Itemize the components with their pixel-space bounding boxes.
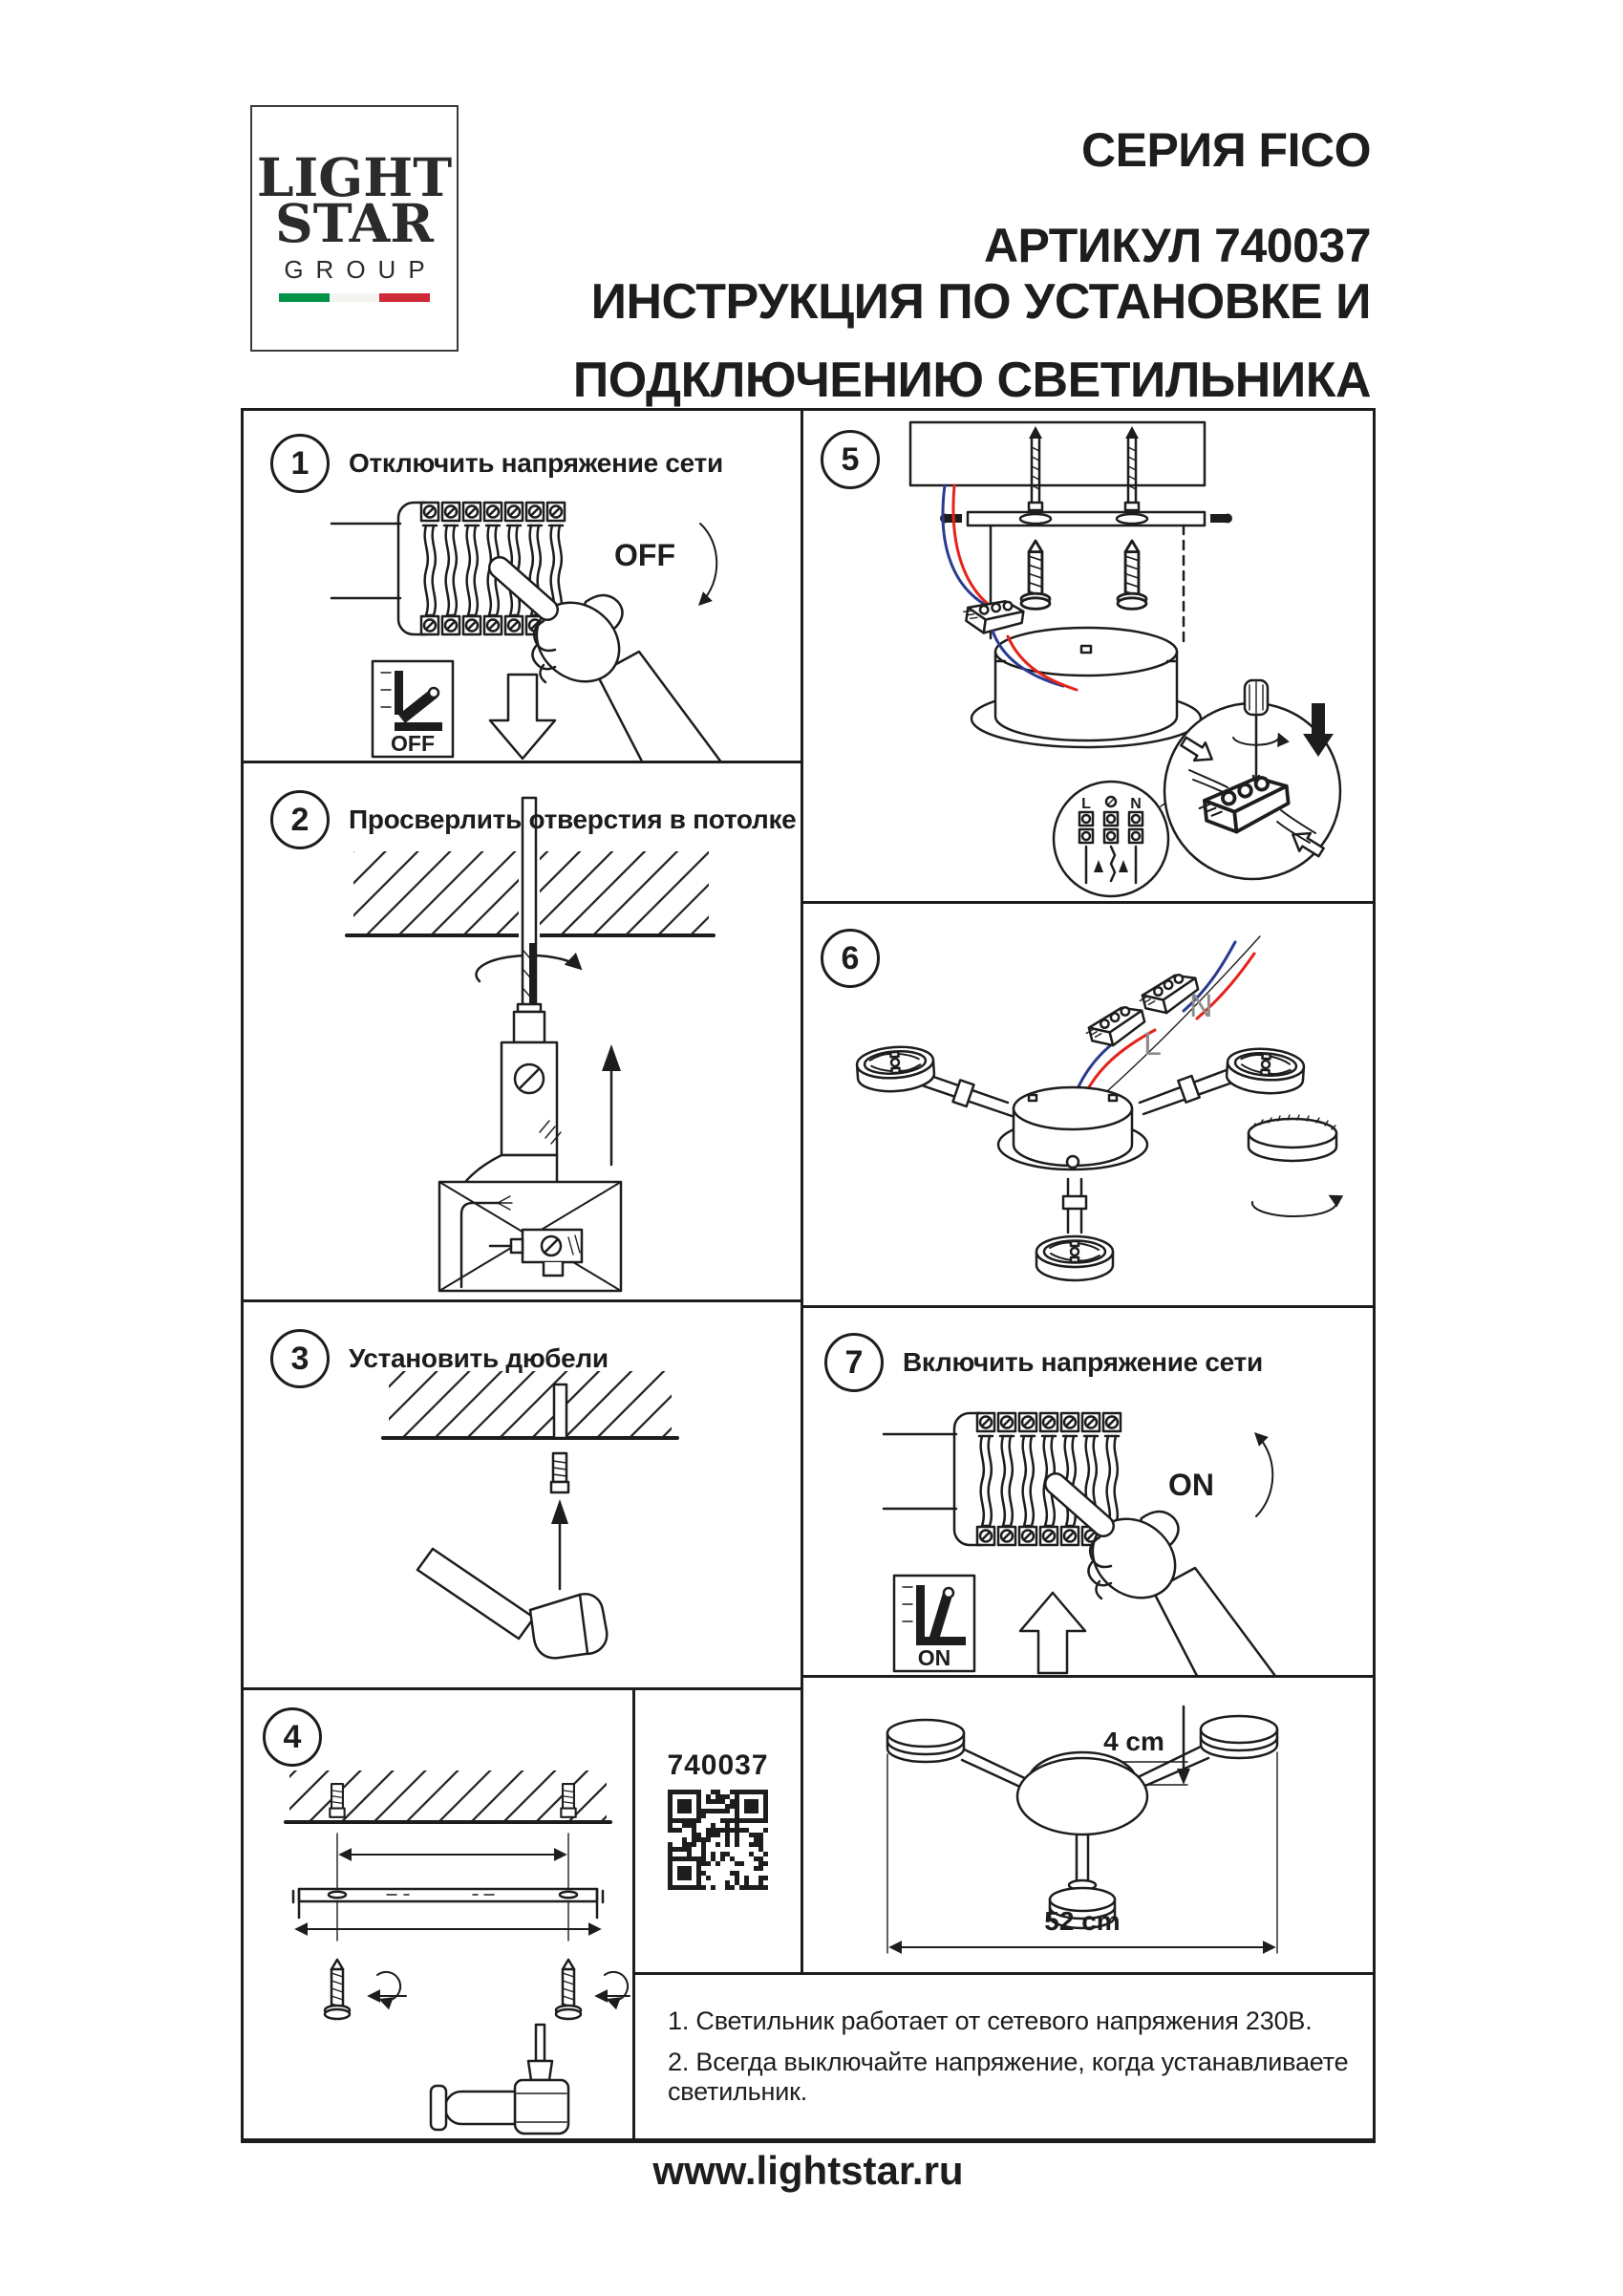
width-dimension-label: 52 cm [1044,1906,1121,1936]
lightstar-logo [250,105,459,352]
screw-turn-arrow-right [597,1972,630,2001]
step-6-number: 6 [821,929,880,988]
dimensions-panel [803,1678,1373,1972]
step-3-panel [244,1302,802,1687]
ceiling-anchor-left [1029,426,1042,510]
lamp-head-left [887,1720,964,1762]
step-1-title: Отключить напряжение сети [349,448,723,478]
qr-cell [635,1690,801,1972]
notes-panel [635,1975,1373,2138]
breaker-off-label: OFF [614,538,675,572]
step-5-illustration-canopy-wiring [803,411,1373,901]
no-drill-warning-box [439,1182,621,1291]
qr-article-number: 740037 [667,1749,769,1781]
ceiling-anchor-right [1125,426,1139,510]
doc-title-line2: ПОДКЛЮЧЕНИЮ СВЕТИЛЬНИКА [572,353,1371,408]
step-3-number: 3 [270,1329,330,1388]
step-7-title: Включить напряжение сети [903,1347,1263,1377]
step-1-number: 1 [270,434,330,493]
screw-turn-arrow-left [370,1972,406,2001]
off-switch-icon [373,661,453,757]
on-switch-label: ON [917,1645,951,1670]
step-6-panel [803,904,1373,1305]
screwdriver-tool [431,2025,568,2134]
lamp-head-right [1201,1716,1277,1758]
step-4-number: 4 [263,1707,322,1767]
step-6-illustration-fixture-assembly [803,904,1373,1305]
wire-n-label: N [1189,988,1213,1024]
step-2-number: 2 [270,790,330,849]
logo-star: STAR [274,191,435,254]
off-switch-label: OFF [391,731,435,756]
series-title: СЕРИЯ FICO [1080,123,1371,177]
italian-flag-bar [279,293,430,302]
terminal-inset-small [1054,782,1168,896]
doc-title-line1: ИНСТРУКЦИЯ ПО УСТАНОВКЕ И [590,274,1371,330]
step-5-number: 5 [821,430,880,489]
website-url: www.lightstar.ru [652,2148,964,2193]
on-switch-icon [894,1576,974,1671]
height-dimension-label: 4 cm [1103,1727,1164,1756]
terminal-n-label: N [1130,796,1142,812]
wire-l-label: L [1143,1026,1162,1062]
led-module [1249,1115,1336,1161]
breaker-on-label: ON [1168,1468,1214,1502]
step-7-number: 7 [824,1333,884,1392]
step-2-title: Просверлить отверстия в потолке [349,805,797,834]
note-1: 1. Светильник работает от сетевого напряжения 230В. [668,2006,1313,2035]
step-3-title: Установить дюбели [349,1343,609,1373]
step-5-panel [803,411,1373,901]
step-7-panel [803,1308,1373,1675]
dimensions-illustration [803,1678,1373,1972]
step-2-panel [244,763,802,1299]
step-1-panel [244,411,802,761]
logo-light: LIGHT [256,146,453,209]
step-4-panel [244,1690,632,2138]
note-2: 2. Всегда выключайте напряжение, когда устанавливаете светильник. [668,2048,1349,2106]
qr-code [668,1790,768,1890]
article-number: АРТИКУЛ 740037 [983,219,1371,272]
instruction-grid [241,408,1376,2143]
terminal-l-label: L [1081,796,1091,812]
logo-group: GROUP [284,254,438,284]
